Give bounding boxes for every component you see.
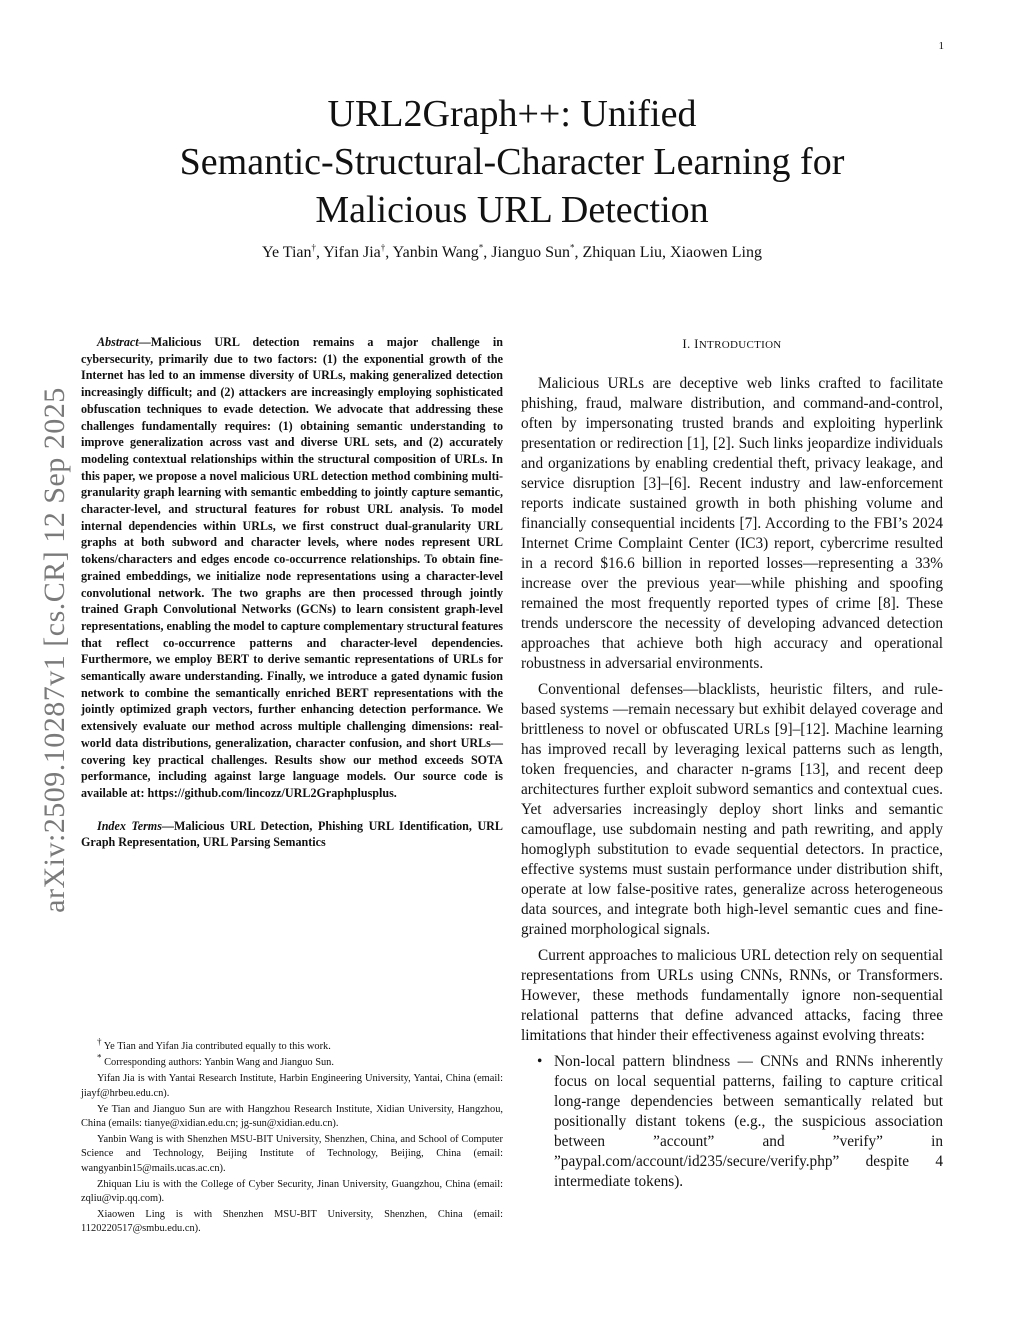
paper-title [120, 90, 904, 234]
title-line: URL2Graph++: Unified [327, 93, 697, 135]
title-line: Semantic-Structural-Character Learning for [179, 141, 845, 183]
paragraph: Malicious URLs are deceptive web links crafted to facilitate phishing, fraud, malware distribution, and command-and-control, often by impersonating trusted brands and exploiting hyperlink presentation or redirection [1], [2]. Such links jeopardize individuals and organizations by enabling credential theft, privacy leakage, and service disruption [3]–[6]. Recent industry and law-enforcement reports indicate sustained growth in both phishing volume and financially consequential incidents [7]. According to the FBI’s 2024 Internet Crime Complaint Center (IC3) report, cybercrime resulted in a record $16.6 billion in reported losses—representing a 33% increase over the previous year—while phishing and spoofing remained the most frequently reported types of crime [8]. These trends underscore the necessity of developing advanced detection approaches that achieve both high accuracy and operational robustness in adversarial environments. [521, 375, 943, 672]
arxiv-stamp: arXiv:2509.10287v1 [cs.CR] 12 Sep 2025 [38, 387, 71, 913]
bullet-icon: • [537, 1053, 543, 1070]
title-line: Malicious URL Detection [315, 189, 709, 231]
page-number: 1 [938, 40, 944, 52]
right-column [521, 334, 943, 1192]
author: Yifan Jia†, [323, 242, 393, 261]
left-column [81, 334, 503, 851]
section-heading [521, 336, 943, 352]
bullet-list [521, 1052, 943, 1192]
author: Zhiquan Liu, [582, 244, 671, 261]
footnote: Xiaowen Ling is with Shenzhen MSU-BIT University, Shenzhen, China (email: 1120220517@smbu.edu.cn). [81, 1209, 503, 1235]
paragraph: Current approaches to malicious URL detection rely on sequential representations from URLs using CNNs, RNNs, or Transformers. However, these methods fundamentally ignore non-sequential relational patterns that define advanced attacks, facing three limitations that hinder their effectiveness against evolving threats: [521, 947, 943, 1044]
index-terms [81, 818, 503, 851]
section-number: I. [682, 336, 691, 351]
author: Ye Tian†, [261, 242, 324, 261]
paragraph: Conventional defenses—blacklists, heuristic filters, and rule-based systems —remain necessary but exhibit delayed coverage and brittleness to novel or obfuscated URLs [9]–[12]. Machine learning has improved recall by leveraging lexical patterns such as length, token frequencies, and character n-grams [13], and recent deep architectures further exploit subword semantics and contextual cues. Yet adversaries increasingly deploy short links and semantic camouflage, use subdomain nesting and path rewriting, and apply homoglyph substitution to evade sequential detectors. In practice, effective systems must sustain performance under distribution shift, operate at low false-positive rates, generalize across heterogeneous data sources, and integrate both high-level semantic cues and fine-grained morphological signals. [521, 681, 943, 938]
author-list [80, 244, 944, 262]
footnote: Ye Tian and Jianguo Sun are with Hangzhou Research Institute, Xidian University, Hangzhou, China (emails: tianye@xidian.edu.cn; jg-sun@xidian.edu.cn). [81, 1103, 503, 1130]
abstract-lead: Abstract [97, 335, 139, 349]
author: Xiaowen Ling [670, 244, 762, 261]
footnote: Yifan Jia is with Yantai Research Institute, Harbin Engineering University, Yantai, China (email: jiayf@hrbeu.edu.cn). [81, 1073, 503, 1099]
abstract [81, 334, 503, 802]
list-item: • Non-local pattern blindness — CNNs and RNNs inherently focus on local sequential patterns, failing to capture critical long-range dependencies between semantically related but positionally distant tokens (e.g., the suspicious association between ”account” and ”verify” in ”paypal.com/account/id235/secure/verify.php” despite 4 intermediate tokens). [537, 1053, 943, 1190]
section-title: INTRODUCTION [694, 336, 782, 351]
author: Jianguo Sun*, [491, 242, 583, 261]
footnotes [81, 1036, 503, 1239]
footnote: Yanbin Wang is with Shenzhen MSU-BIT University, Shenzhen, China, and School of Computer Science and Technology, Beijing Institute of Technology, Beijing, China (email: wangyanbin15@mails.ucas.ac.cn). [81, 1134, 503, 1174]
footnote: * Corresponding authors: Yanbin Wang and Jianguo Sun. [97, 1052, 334, 1069]
index-terms-text: —Malicious URL Detection, Phishing URL Identification, URL Graph Representation, URL Parsing Semantics [81, 818, 503, 850]
index-terms-lead: Index Terms [97, 818, 162, 833]
abstract-text: —Malicious URL detection remains a major challenge in cybersecurity, primarily due to two factors: (1) the exponential growth of the Internet has led to an immense diversity of URLs, making generalized detection increasingly difficult; and (2) attackers are increasingly employing sophisticated obfuscation techniques to evade detection. We advocate that addressing these challenges fundamentally requires: (1) obtaining semantic understanding to improve generalization across vast and diverse URL sets, and (2) accurately modeling contextual relationships within the structural composition of URLs. In this paper, we propose a novel malicious URL detection method combining multi-granularity graph learning with semantic embedding to jointly capture semantic, character-level, and structural features for robust URL analysis. To model internal dependencies within URLs, we first construct dual-granularity URL graphs at both subword and character levels, where nodes represent URL tokens/characters and edges encode co-occurrence relationships. To obtain fine-grained embeddings, we initialize node representations using a character-level convolutional network. The two graphs are then processed through jointly trained Graph Convolutional Networks (GCNs) to learn consistent graph-level representations, enabling the model to capture complementary structural features that reflect co-occurrence patterns and character-level dependencies. Furthermore, we employ BERT to derive semantic representations of URLs for semantically aware understanding. Finally, we introduce a gated dynamic fusion network to combine the semantically enriched BERT representations with the jointly optimized graph vectors, further enhancing detection performance. We extensively evaluate our method across multiple challenging dimensions: real-world data distributions, generalization, character confusion, and short URLs—covering key practical challenges. Results show our method exceeds SOTA performance, including against large language models. Our source code is available at: https://github.com/lincozz/URL2Graphplusplus. [81, 335, 503, 800]
footnote: † Ye Tian and Yifan Jia contributed equally to this work. [97, 1036, 331, 1052]
footnote: Zhiquan Liu is with the College of Cyber Security, Jinan University, Guangzhou, China (email: zqliu@vip.qq.com). [81, 1178, 503, 1205]
author: Yanbin Wang*, [392, 242, 492, 261]
